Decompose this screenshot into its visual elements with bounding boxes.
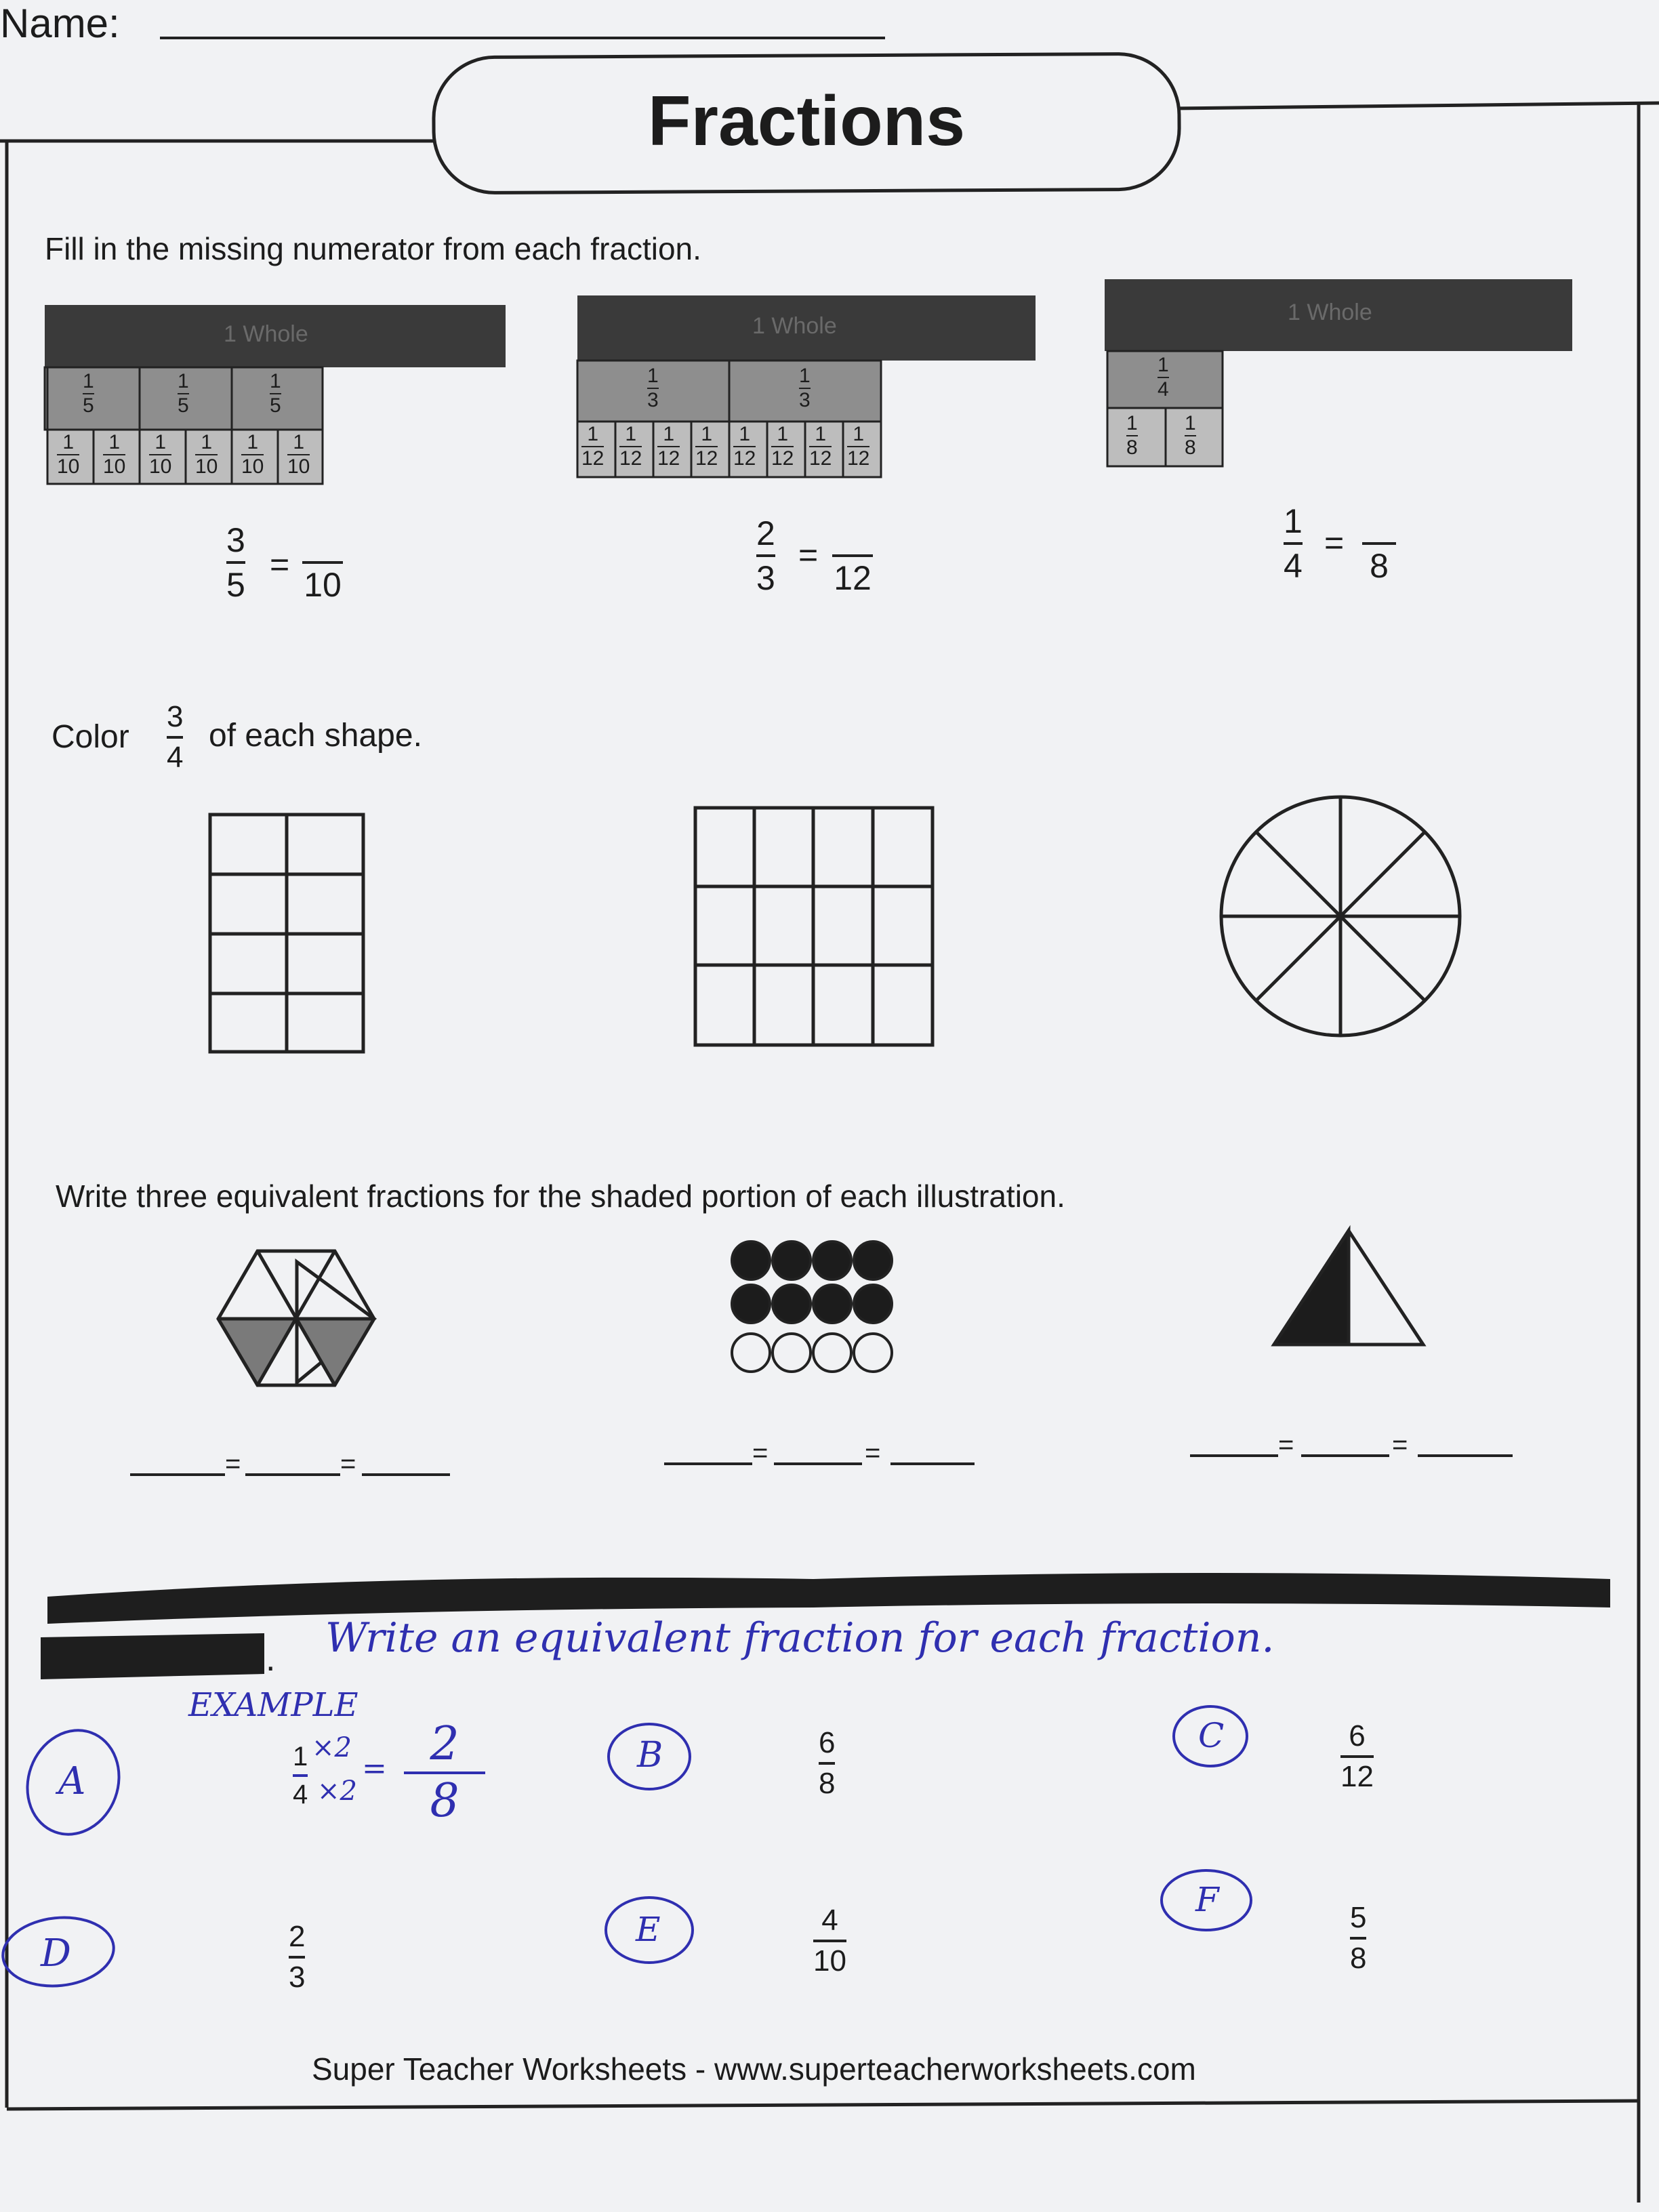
- section3-instruction: Write three equivalent fractions for the shaded portion of each illustration.: [56, 1179, 1065, 1214]
- example-den-mult: ×2: [317, 1776, 357, 1807]
- strip2-twelfth-4: 1 12: [695, 423, 718, 470]
- strip2-twelfth-8: 1 12: [847, 423, 870, 470]
- item-label-e: E: [636, 1910, 661, 1949]
- strip2-whole-label: 1 Whole: [752, 313, 837, 339]
- page-title: Fractions: [647, 82, 966, 161]
- strip3-eighth-1: 1 8: [1126, 412, 1138, 459]
- strip1-fifth-3: 1 5: [270, 370, 281, 417]
- strip2-twelfth-7: 1 12: [809, 423, 832, 470]
- strip2-twelfth-6: 1 12: [771, 423, 794, 470]
- eq3-target[interactable]: 8: [1362, 504, 1396, 583]
- strip2-twelfth-3: 1 12: [657, 423, 680, 470]
- name-label: Name:: [0, 1, 120, 46]
- section2-fraction: 3 4: [167, 700, 184, 774]
- eq2-target[interactable]: 12: [832, 516, 873, 595]
- section1-instruction: Fill in the missing numerator from each fraction.: [45, 231, 701, 266]
- item-label-c: C: [1198, 1716, 1225, 1755]
- strip2-third-1: 1 3: [647, 365, 659, 411]
- example-num-mult: ×2: [312, 1732, 352, 1763]
- item-b-fraction: 6 8: [819, 1726, 836, 1800]
- item-c-fraction: 6 12: [1340, 1719, 1374, 1793]
- eq-sign-3b: =: [1392, 1430, 1408, 1460]
- item-label-a: A: [58, 1759, 86, 1803]
- item-label-d: D: [41, 1931, 71, 1975]
- item-f-fraction: 5 8: [1350, 1901, 1367, 1975]
- eq-sign-1a: =: [225, 1449, 241, 1479]
- item-label-f: F: [1195, 1880, 1219, 1919]
- strip1-tenth-1: 1 10: [57, 431, 80, 478]
- strip3-whole-label: 1 Whole: [1288, 300, 1372, 325]
- strip1-tenth-4: 1 10: [195, 431, 218, 478]
- strip2-twelfth-5: 1 12: [733, 423, 756, 470]
- strip1-tenth-2: 1 10: [103, 431, 126, 478]
- eq1-fraction: 3 5: [226, 521, 245, 604]
- eq2-equals: =: [798, 536, 819, 574]
- example-answer: 2 8: [404, 1721, 485, 1824]
- strip2-twelfth-1: 1 12: [581, 423, 605, 470]
- eq-sign-1b: =: [340, 1449, 356, 1479]
- section2-instruction-post: of each shape.: [209, 718, 422, 754]
- eq3-equals: =: [1324, 524, 1345, 562]
- eq3-fraction: 1 4: [1284, 502, 1303, 585]
- item-e-fraction: 4 10: [813, 1904, 846, 1978]
- example-label: EXAMPLE: [188, 1686, 359, 1724]
- strip1-tenth-5: 1 10: [241, 431, 264, 478]
- strip1-fifth-2: 1 5: [178, 370, 189, 417]
- strip1-tenth-6: 1 10: [287, 431, 310, 478]
- strip3-quarter-1: 1 4: [1158, 354, 1169, 401]
- strip1-whole-label: 1 Whole: [224, 321, 308, 347]
- item-a-fraction: 1 4: [293, 1742, 308, 1809]
- item-d-fraction: 2 3: [289, 1920, 306, 1994]
- section2-instruction-pre: Color: [52, 719, 129, 755]
- eq1-equals: =: [270, 546, 290, 583]
- example-equals: =: [362, 1751, 387, 1786]
- strip1-fifth-1: 1 5: [83, 370, 94, 417]
- item-label-b: B: [637, 1735, 663, 1776]
- eq-sign-2b: =: [865, 1438, 881, 1468]
- strip2-third-2: 1 3: [799, 365, 811, 411]
- eq-sign-2a: =: [752, 1438, 769, 1468]
- eq-sign-3a: =: [1278, 1430, 1294, 1460]
- handwritten-instruction: Write an equivalent fraction for each fraction.: [325, 1614, 1275, 1662]
- eq1-target[interactable]: 10: [302, 523, 343, 602]
- redaction-period: .: [266, 1639, 276, 1679]
- strip2-twelfth-2: 1 12: [619, 423, 642, 470]
- strip1-tenth-3: 1 10: [149, 431, 172, 478]
- eq2-fraction: 2 3: [756, 514, 775, 597]
- footer-credit: Super Teacher Worksheets - www.superteacherworksheets.com: [312, 2051, 1196, 2087]
- strip3-eighth-2: 1 8: [1185, 412, 1196, 459]
